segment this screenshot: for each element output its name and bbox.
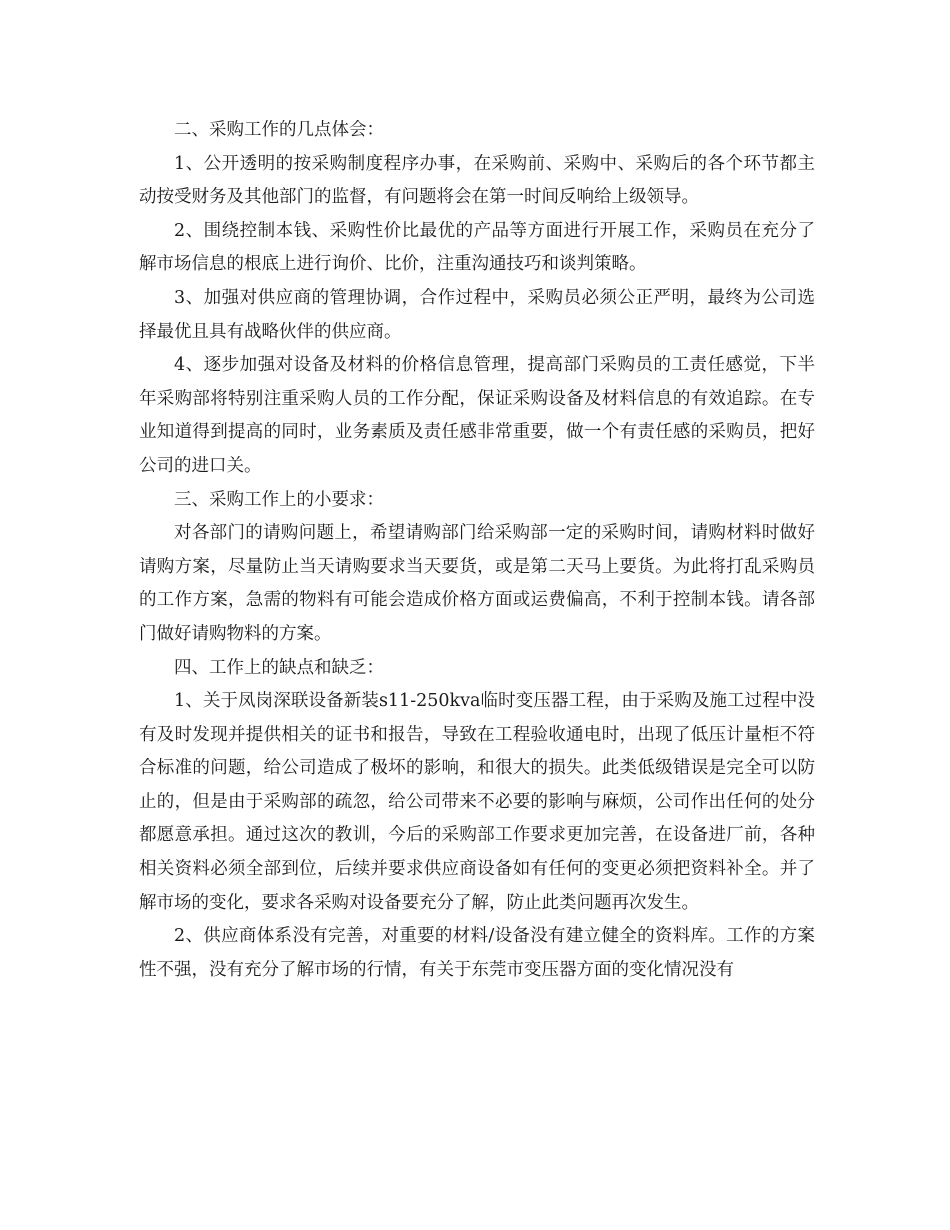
paragraph-purchase-requests: 对各部门的请购问题上，希望请购部门给采购部一定的采购时间，请购材料时做好请购方案，尽量防止当天请购要求当天要货，或是第二天马上要货。为此将打乱采购员的工作方案，急需的物料有可能会造成价格方面或运费偏高，不利于控制本钱。请各部门做好请购物料的方案。 <box>139 523 815 644</box>
paragraph-transparency: 1、公开透明的按采购制度程序办事，在采购前、采购中、采购后的各个环节都主动按受财务及其他部门的监督，有问题将会在第一时间反响给上级领导。 <box>139 153 815 208</box>
heading-purchase-experience: 二、采购工作的几点体会： <box>174 120 384 140</box>
paragraph-supplier-management: 3、加强对供应商的管理协调，合作过程中，采购员必须公正严明，最终为公司选择最优且具有战略伙伴的供应商。 <box>139 287 815 342</box>
paragraph-transformer-project: 1、关于凤岗深联设备新装s11-250kva临时变压器工程，由于采购及施工过程中没有及时发现并提供相关的证书和报告，导致在工程验收通电时，出现了低压计量柜不符合标准的问题，给公司造成了极坏的影响，和很大的损失。此类低级错误是完全可以防止的，但是由于采购部的疏忽，给公司带来不必要的影响与麻烦，公司作出任何的处分都愿意承担。通过这次的教训，今后的采购部工作要求更加完善，在设备进厂前，各种相关资料必须全部到位，后续并要求供应商设备如有任何的变更必须把资料补全。并了解市场的变化，要求各采购对设备要充分了解，防止此类问题再次发生。 <box>139 691 815 913</box>
paragraph-cost-control: 2、围绕控制本钱、采购性价比最优的产品等方面进行开展工作，采购员在充分了解市场信息的根底上进行询价、比价，注重沟通技巧和谈判策略。 <box>139 220 815 275</box>
heading-small-requests: 三、采购工作上的小要求： <box>174 489 384 510</box>
paragraph-supplier-system: 2、供应商体系没有完善，对重要的材料/设备没有建立健全的资料库。工作的方案性不强，没有充分了解市场的行情，有关于东莞市变压器方面的变化情况没有 <box>139 926 815 980</box>
heading-shortcomings: 四、工作上的缺点和缺乏： <box>174 657 384 678</box>
document-page <box>139 114 815 987</box>
paragraph-price-information: 4、逐步加强对设备及材料的价格信息管理，提高部门采购员的工责任感觉，下半年采购部将特别注重采购人员的工作分配，保证采购设备及材料信息的有效追踪。在专业知道得到提高的同时，业务素质及责任感非常重要，做一个有责任感的采购员，把好公司的进口关。 <box>139 355 815 476</box>
